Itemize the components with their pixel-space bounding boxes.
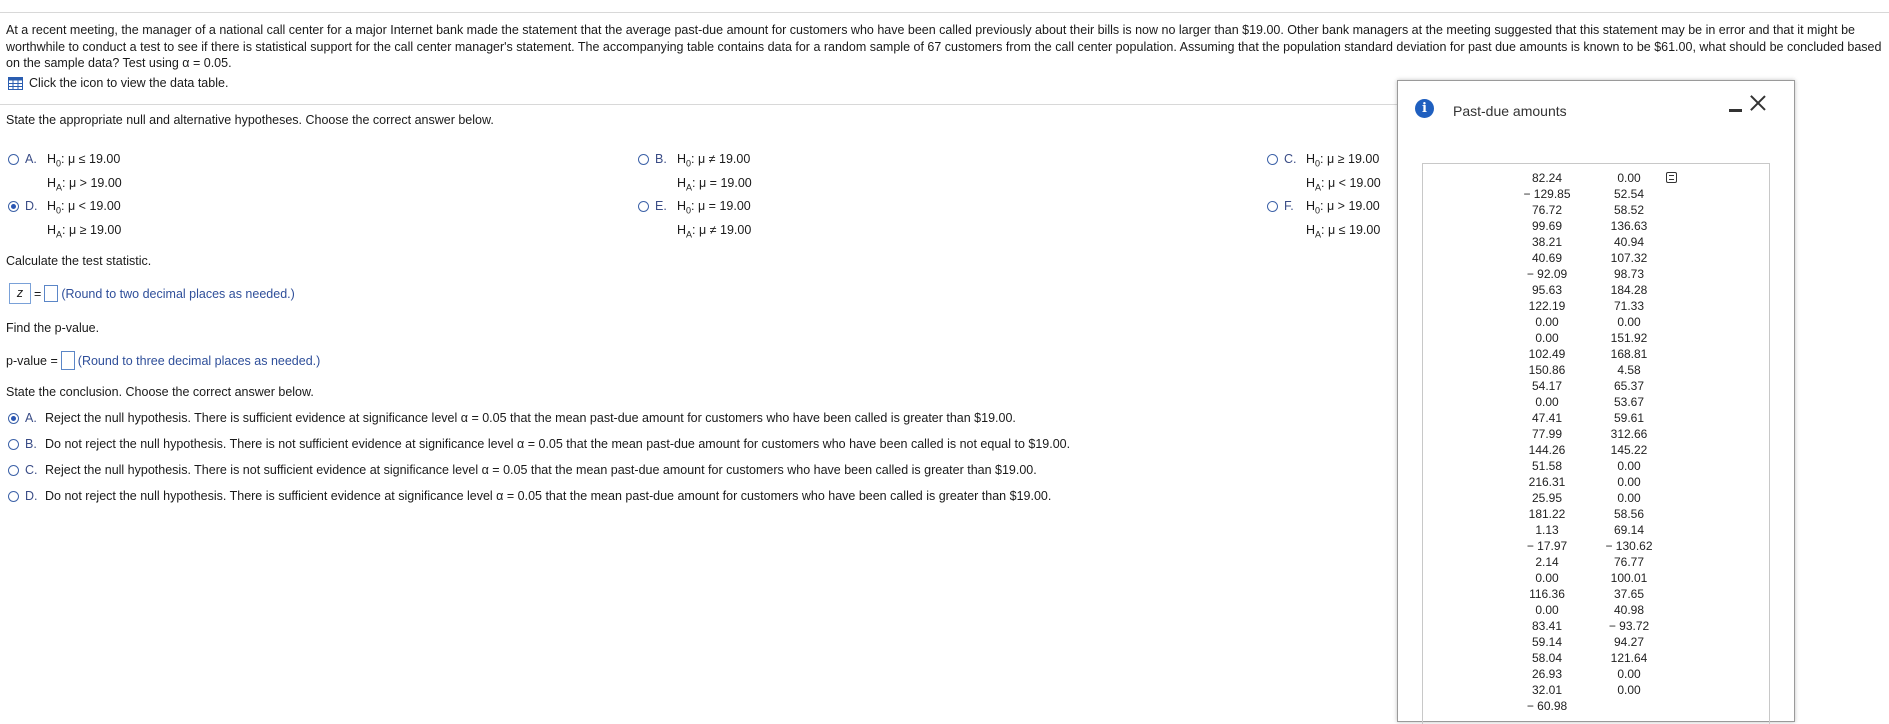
pvalue-label: p-value = [6, 353, 58, 368]
data-value: 0.00 [1535, 571, 1559, 585]
data-value: 100.01 [1610, 571, 1648, 585]
data-value: 144.26 [1528, 443, 1566, 457]
conclusion-option[interactable] [8, 463, 1037, 477]
data-value: 40.98 [1613, 603, 1645, 617]
null-hypothesis: $H_0$: μ ≥ 19.00 [1306, 152, 1380, 169]
data-value: 107.32 [1610, 251, 1648, 265]
view-data-table-link[interactable] [8, 76, 228, 90]
data-value: 54.17 [1531, 379, 1563, 393]
option-letter: E. [655, 199, 667, 213]
dialog-header [1398, 81, 1794, 121]
radio-button[interactable] [8, 413, 19, 424]
data-value: 0.00 [1535, 395, 1559, 409]
data-column-1 [1517, 170, 1577, 714]
data-value: − 93.72 [1608, 619, 1650, 633]
radio-button[interactable] [638, 201, 649, 212]
conclusion-text: Reject the null hypothesis. There is not sufficient evidence at significance level α = 0.05 that the mean past-due amount for customers who have been called is greater than $19.00. [45, 463, 1037, 477]
data-value: 0.00 [1617, 315, 1641, 329]
data-value: 71.33 [1613, 299, 1645, 313]
null-hypothesis: $H_0$: μ ≤ 19.00 [47, 152, 121, 169]
data-value: 76.72 [1531, 203, 1563, 217]
data-value: 77.99 [1531, 427, 1563, 441]
hypotheses-prompt: State the appropriate null and alternative hypotheses. Choose the correct answer below. [6, 113, 494, 127]
alternative-hypothesis: $H_A$: μ < 19.00 [1306, 175, 1381, 192]
conclusion-prompt: State the conclusion. Choose the correct answer below. [6, 385, 314, 399]
data-value: 145.22 [1610, 443, 1648, 457]
radio-button[interactable] [8, 465, 19, 476]
data-value: 184.28 [1610, 283, 1648, 297]
top-divider [0, 12, 1889, 13]
null-hypothesis: $H_0$: μ < 19.00 [47, 199, 121, 216]
conclusion-text: Do not reject the null hypothesis. There is not sufficient evidence at significance level α = 0.05 that the mean past-due amount for customers who have been called is not equal to $19.00. [45, 437, 1071, 451]
option-letter: B. [655, 152, 667, 166]
option-letter: C. [1284, 152, 1297, 166]
data-value: − 60.98 [1526, 699, 1568, 713]
conclusion-text: Do not reject the null hypothesis. There is sufficient evidence at significance level α = 0.05 that the mean past-due amount for customers who have been called is greater than $19.00. [45, 489, 1052, 503]
data-value: 0.00 [1617, 667, 1641, 681]
data-value: 37.65 [1613, 587, 1645, 601]
data-value: 0.00 [1617, 459, 1641, 473]
z-rounding-hint: (Round to two decimal places as needed.) [61, 286, 295, 301]
data-value: 168.81 [1610, 347, 1648, 361]
z-answer-row [9, 283, 295, 304]
data-table-dialog [1397, 80, 1795, 722]
equals-sign: = [34, 286, 42, 301]
radio-button[interactable] [8, 154, 19, 165]
test-statistic-prompt: Calculate the test statistic. [6, 254, 152, 268]
data-value: 102.49 [1528, 347, 1566, 361]
data-value: 69.14 [1613, 523, 1645, 537]
data-value: 59.14 [1531, 635, 1563, 649]
data-value: 83.41 [1531, 619, 1563, 633]
hypothesis-option[interactable] [1267, 152, 1381, 197]
dialog-title: Past-due amounts [1453, 103, 1567, 119]
data-value: 0.00 [1535, 603, 1559, 617]
radio-button[interactable] [638, 154, 649, 165]
data-value: 312.66 [1610, 427, 1648, 441]
option-letter: A. [25, 152, 37, 166]
hypothesis-option[interactable] [638, 152, 752, 197]
data-value: 99.69 [1531, 219, 1563, 233]
data-value: 95.63 [1531, 283, 1563, 297]
data-value: 53.67 [1613, 395, 1645, 409]
data-value: 26.93 [1531, 667, 1563, 681]
data-value: 98.73 [1613, 267, 1645, 281]
hypothesis-option[interactable] [1267, 199, 1380, 244]
data-value: 94.27 [1613, 635, 1645, 649]
radio-button[interactable] [8, 491, 19, 502]
pvalue-answer-row [6, 351, 320, 370]
null-hypothesis: $H_0$: μ ≠ 19.00 [677, 152, 751, 169]
section-divider [0, 104, 1400, 105]
alternative-hypothesis: $H_A$: μ ≠ 19.00 [677, 222, 752, 239]
option-letter: D. [25, 199, 38, 213]
option-letter: B. [25, 437, 37, 451]
alternative-hypothesis: $H_A$: μ ≤ 19.00 [1306, 222, 1381, 239]
radio-button[interactable] [1267, 201, 1278, 212]
data-value: 40.94 [1613, 235, 1645, 249]
data-value: 82.24 [1531, 171, 1563, 185]
data-value: 0.00 [1617, 491, 1641, 505]
data-value: 58.52 [1613, 203, 1645, 217]
hypothesis-text [1306, 150, 1381, 197]
data-value: 0.00 [1617, 475, 1641, 489]
data-value: − 129.85 [1523, 187, 1571, 201]
data-value: − 17.97 [1526, 539, 1568, 553]
conclusion-option[interactable] [8, 489, 1051, 503]
data-value: 58.04 [1531, 651, 1563, 665]
option-letter: F. [1284, 199, 1294, 213]
hypothesis-text [47, 197, 121, 244]
data-value: 4.58 [1617, 363, 1641, 377]
data-value: 0.00 [1617, 683, 1641, 697]
data-value: 150.86 [1528, 363, 1566, 377]
data-value: 0.00 [1535, 315, 1559, 329]
hypothesis-text [1306, 197, 1380, 244]
data-value: 0.00 [1535, 331, 1559, 345]
data-value: 121.64 [1610, 651, 1648, 665]
data-value: 58.56 [1613, 507, 1645, 521]
conclusion-option[interactable] [8, 411, 1016, 425]
data-value: 1.13 [1535, 523, 1559, 537]
alternative-hypothesis: $H_A$: μ > 19.00 [47, 175, 122, 192]
data-table-panel [1422, 163, 1770, 724]
data-value: 116.36 [1529, 587, 1565, 601]
data-value: 76.77 [1613, 555, 1645, 569]
data-value: 51.58 [1531, 459, 1563, 473]
data-value: − 130.62 [1605, 539, 1653, 553]
alternative-hypothesis: $H_A$: μ ≥ 19.00 [47, 222, 122, 239]
data-value: 38.21 [1531, 235, 1563, 249]
data-value: 0.00 [1617, 171, 1641, 185]
minimize-icon[interactable] [1729, 109, 1742, 112]
hypothesis-option[interactable] [8, 152, 122, 197]
hypothesis-text [677, 150, 752, 197]
data-value: 122.19 [1528, 299, 1566, 313]
radio-button[interactable] [8, 439, 19, 450]
option-letter: D. [25, 489, 38, 503]
hypothesis-option[interactable] [638, 199, 751, 244]
data-value: 65.37 [1613, 379, 1645, 393]
z-answer-input[interactable] [44, 285, 58, 302]
data-value: 47.41 [1531, 411, 1563, 425]
data-value: 25.95 [1531, 491, 1563, 505]
data-value: − 92.09 [1526, 267, 1568, 281]
option-letter: C. [25, 463, 38, 477]
pvalue-prompt: Find the p-value. [6, 321, 100, 335]
option-letter: A. [25, 411, 37, 425]
null-hypothesis: $H_0$: μ > 19.00 [1306, 199, 1380, 216]
hypothesis-option[interactable] [8, 199, 121, 244]
conclusion-option[interactable] [8, 437, 1070, 451]
data-value: 136.63 [1610, 219, 1648, 233]
data-value: 151.92 [1610, 331, 1648, 345]
copy-data-icon[interactable] [1666, 172, 1677, 183]
hypothesis-text [677, 197, 751, 244]
data-value: 216.31 [1528, 475, 1566, 489]
pvalue-answer-input[interactable] [61, 351, 75, 370]
data-value: 32.01 [1531, 683, 1563, 697]
data-value: 40.69 [1531, 251, 1563, 265]
hypothesis-text [47, 150, 122, 197]
table-icon[interactable] [8, 77, 23, 90]
data-value: 2.14 [1535, 555, 1559, 569]
data-value: 181.22 [1528, 507, 1566, 521]
data-column-2 [1599, 170, 1659, 698]
problem-statement: At a recent meeting, the manager of a national call center for a major Internet bank made the statement that the average past-due amount for customers who have been called previously about their bills is now no larger than $19.00. Other bank managers at the meeting suggested that this statement may be in error and that it might be worthwhile to conduct a test to see if there is statistical support for the call center manager's statement. The accompanying table contains data for a random sample of 67 customers from the call center population. Assuming that the population standard deviation for past due amounts is known to be $61.00, what should be concluded based on the sample data? Test using α = 0.05. [6, 23, 1882, 70]
info-icon: i [1415, 99, 1434, 118]
radio-button[interactable] [8, 201, 19, 212]
view-table-label[interactable]: Click the icon to view the data table. [29, 76, 229, 90]
data-value: 59.61 [1613, 411, 1645, 425]
null-hypothesis: $H_0$: μ = 19.00 [677, 199, 751, 216]
conclusion-text: Reject the null hypothesis. There is sufficient evidence at significance level α = 0.05 that the mean past-due amount for customers who have been called is greater than $19.00. [45, 411, 1016, 425]
close-icon[interactable] [1750, 95, 1766, 111]
radio-button[interactable] [1267, 154, 1278, 165]
z-symbol-box: z [9, 283, 31, 304]
alternative-hypothesis: $H_A$: μ = 19.00 [677, 175, 752, 192]
pvalue-rounding-hint: (Round to three decimal places as needed.) [77, 353, 321, 368]
data-value: 52.54 [1613, 187, 1645, 201]
